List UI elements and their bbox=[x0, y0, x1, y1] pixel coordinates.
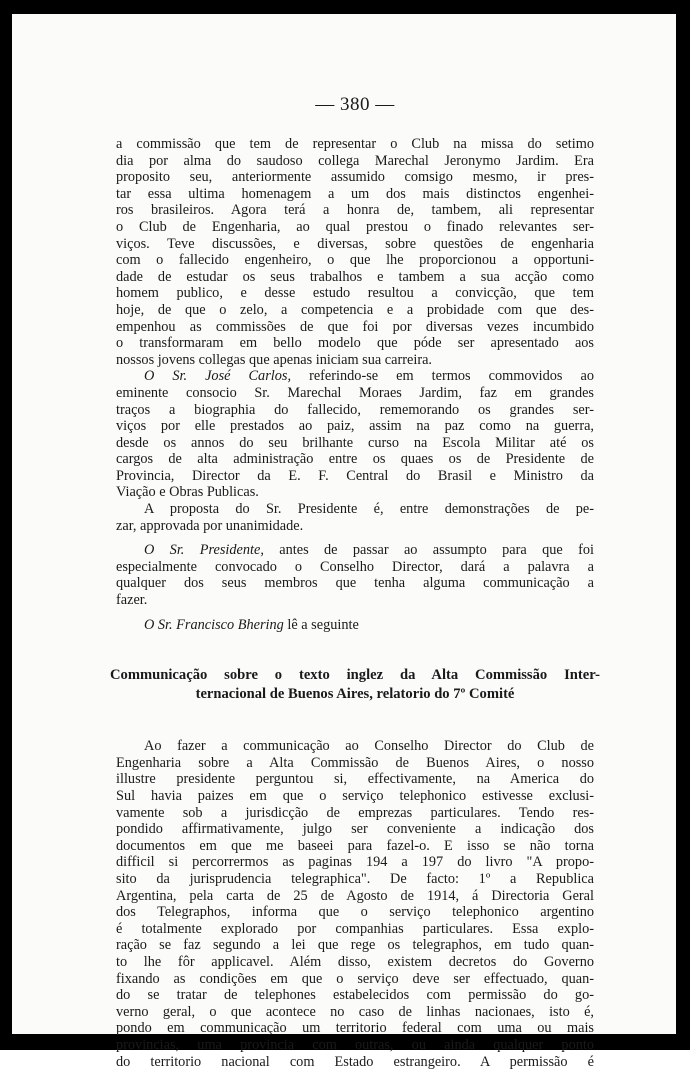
text-line: hoje, de que o zelo, a competencia e a probidade com que des- bbox=[116, 302, 594, 319]
text-line: fixando as condições em que o serviço deve ser effectuado, quan- bbox=[116, 971, 594, 988]
text-line: sito da jurisprudencia telegraphica". De facto: 1º a Republica bbox=[116, 871, 594, 888]
heading-line: ternacional de Buenos Aires, relatorio do 7º Comité bbox=[116, 685, 594, 704]
text-line: Provincia, Director da E. F. Central do Brasil e Ministro da bbox=[116, 468, 594, 485]
text-line: desde os annos do seu brilhante curso na Escola Militar até os bbox=[116, 435, 594, 452]
text-line: a commissão que tem de representar o Club na missa do setimo bbox=[116, 136, 594, 153]
text-line: verno geral, o que acontece no caso de linhas nacionaes, isto é, bbox=[116, 1004, 594, 1021]
text-line bbox=[116, 542, 594, 559]
paragraph-commissao bbox=[116, 136, 594, 368]
spacer bbox=[116, 534, 594, 542]
section-heading bbox=[116, 666, 594, 704]
speaker-name: O Sr. José Carlos, bbox=[144, 368, 291, 384]
paragraph-presidente bbox=[116, 542, 594, 608]
text-line: qualquer dos seus membros que tenha alguma communicação a bbox=[116, 575, 594, 592]
text-line: zar, approvada por unanimidade. bbox=[116, 518, 594, 535]
page-number: — 380 — bbox=[116, 94, 594, 116]
text-line: homem publico, e desse estudo resultou a convicção, que tem bbox=[116, 285, 594, 302]
text-line: traços a biographia do fallecido, rememorando os grandes ser- bbox=[116, 402, 594, 419]
text-line bbox=[116, 368, 594, 385]
text-line: com o fallecido engenheiro, o que lhe proporcionou a opportuni- bbox=[116, 252, 594, 269]
text-line: difficil si percorrermos as paginas 194 a 197 do livro "A propo- bbox=[116, 854, 594, 871]
text-line: vamente sob a jurisdicção de emprezas particulares. Tendo res- bbox=[116, 805, 594, 822]
heading-line: Communicação sobre o texto inglez da Alta Commissão Inter- bbox=[110, 666, 600, 685]
document-page bbox=[116, 86, 594, 1070]
text-line: documentos em que me baseei para fazel-o. E isso se não torna bbox=[116, 838, 594, 855]
text-line: ros brasileiros. Agora terá a honra de, tambem, ali representar bbox=[116, 202, 594, 219]
text-line: do se tratar de telephones estabelecidos com permissão do go- bbox=[116, 987, 594, 1004]
text-line: proposito seu, anteriormente assumido comsigo mesmo, ir pres- bbox=[116, 169, 594, 186]
paragraph-body bbox=[116, 738, 594, 1070]
paragraph-jose-carlos bbox=[116, 368, 594, 501]
paragraph-proposta bbox=[116, 501, 594, 534]
text-line: nossos jovens collegas que apenas iniciam sua carreira. bbox=[116, 352, 594, 369]
text-line: eminente consocio Sr. Marechal Moraes Jardim, faz em grandes bbox=[116, 385, 594, 402]
paragraph-bhering bbox=[116, 617, 594, 634]
text-line: illustre presidente perguntou si, effectivamente, na America do bbox=[116, 771, 594, 788]
text-line: A proposta do Sr. Presidente é, entre demonstrações de pe- bbox=[116, 501, 594, 518]
text-line: Sul havia paizes em que o serviço telephonico estivesse exclusi- bbox=[116, 788, 594, 805]
text-line: dade de estudar os seus trabalhos e tambem a sua acção como bbox=[116, 269, 594, 286]
text-line: Argentina, pela carta de 25 de Agosto de 1914, á Directoria Geral bbox=[116, 888, 594, 905]
text-line: dia por alma do saudoso collega Marechal Jeronymo Jardim. Era bbox=[116, 153, 594, 170]
text-line: Ao fazer a communicação ao Conselho Director do Club de bbox=[116, 738, 594, 755]
text-line: pondo em communicação um territorio federal com uma ou mais bbox=[116, 1020, 594, 1037]
text-line: Engenharia sobre a Alta Commissão de Buenos Aires, o nosso bbox=[116, 755, 594, 772]
text-line: é totalmente explorado por companhias particulares. Essa explo- bbox=[116, 921, 594, 938]
text-fragment: antes de passar ao assumpto para que foi bbox=[264, 542, 594, 558]
text-line: cargos de alta administração entre os quaes os de Presidente de bbox=[116, 451, 594, 468]
text-line: viços. Teve discussões, e diversas, sobre questões de engenharia bbox=[116, 236, 594, 253]
speaker-name: O Sr. Francisco Bhering bbox=[144, 617, 284, 633]
text-line: tar essa ultima homenagem a um dos mais distinctos engenhei- bbox=[116, 186, 594, 203]
text-line: especialmente convocado o Conselho Director, dará a palavra a bbox=[116, 559, 594, 576]
text-fragment: lê a seguinte bbox=[284, 617, 359, 633]
text-line: provincias, uma provincia com outras, ou ainda qualquer ponto bbox=[116, 1037, 594, 1054]
text-line: empenhou as commissões de que foi por diversas vezes incumbido bbox=[116, 319, 594, 336]
text-line: dos Telegraphos, informa que o serviço telephonico argentino bbox=[116, 904, 594, 921]
text-line: viços por elle prestados ao paiz, assim na paz como na guerra, bbox=[116, 418, 594, 435]
text-line: to lhe fôr applicavel. Além disso, existem decretos do Governo bbox=[116, 954, 594, 971]
spacer bbox=[116, 609, 594, 617]
text-line: fazer. bbox=[116, 592, 594, 609]
text-line: ração se faz segundo a lei que rege os telegraphos, em tudo quan- bbox=[116, 937, 594, 954]
text-line bbox=[116, 617, 594, 634]
text-line: o transformaram em bello modelo que póde ser apresentado aos bbox=[116, 335, 594, 352]
text-line: o Club de Engenharia, ao qual prestou o finado relevantes ser- bbox=[116, 219, 594, 236]
speaker-name: O Sr. Presidente, bbox=[144, 542, 264, 558]
text-line: pondido affirmativamente, julgo ser conveniente a indicação dos bbox=[116, 821, 594, 838]
text-line: do territorio nacional com Estado estrangeiro. A permissão é bbox=[116, 1054, 594, 1070]
text-fragment: referindo-se em termos commovidos ao bbox=[291, 368, 594, 384]
text-line: Viação e Obras Publicas. bbox=[116, 484, 594, 501]
